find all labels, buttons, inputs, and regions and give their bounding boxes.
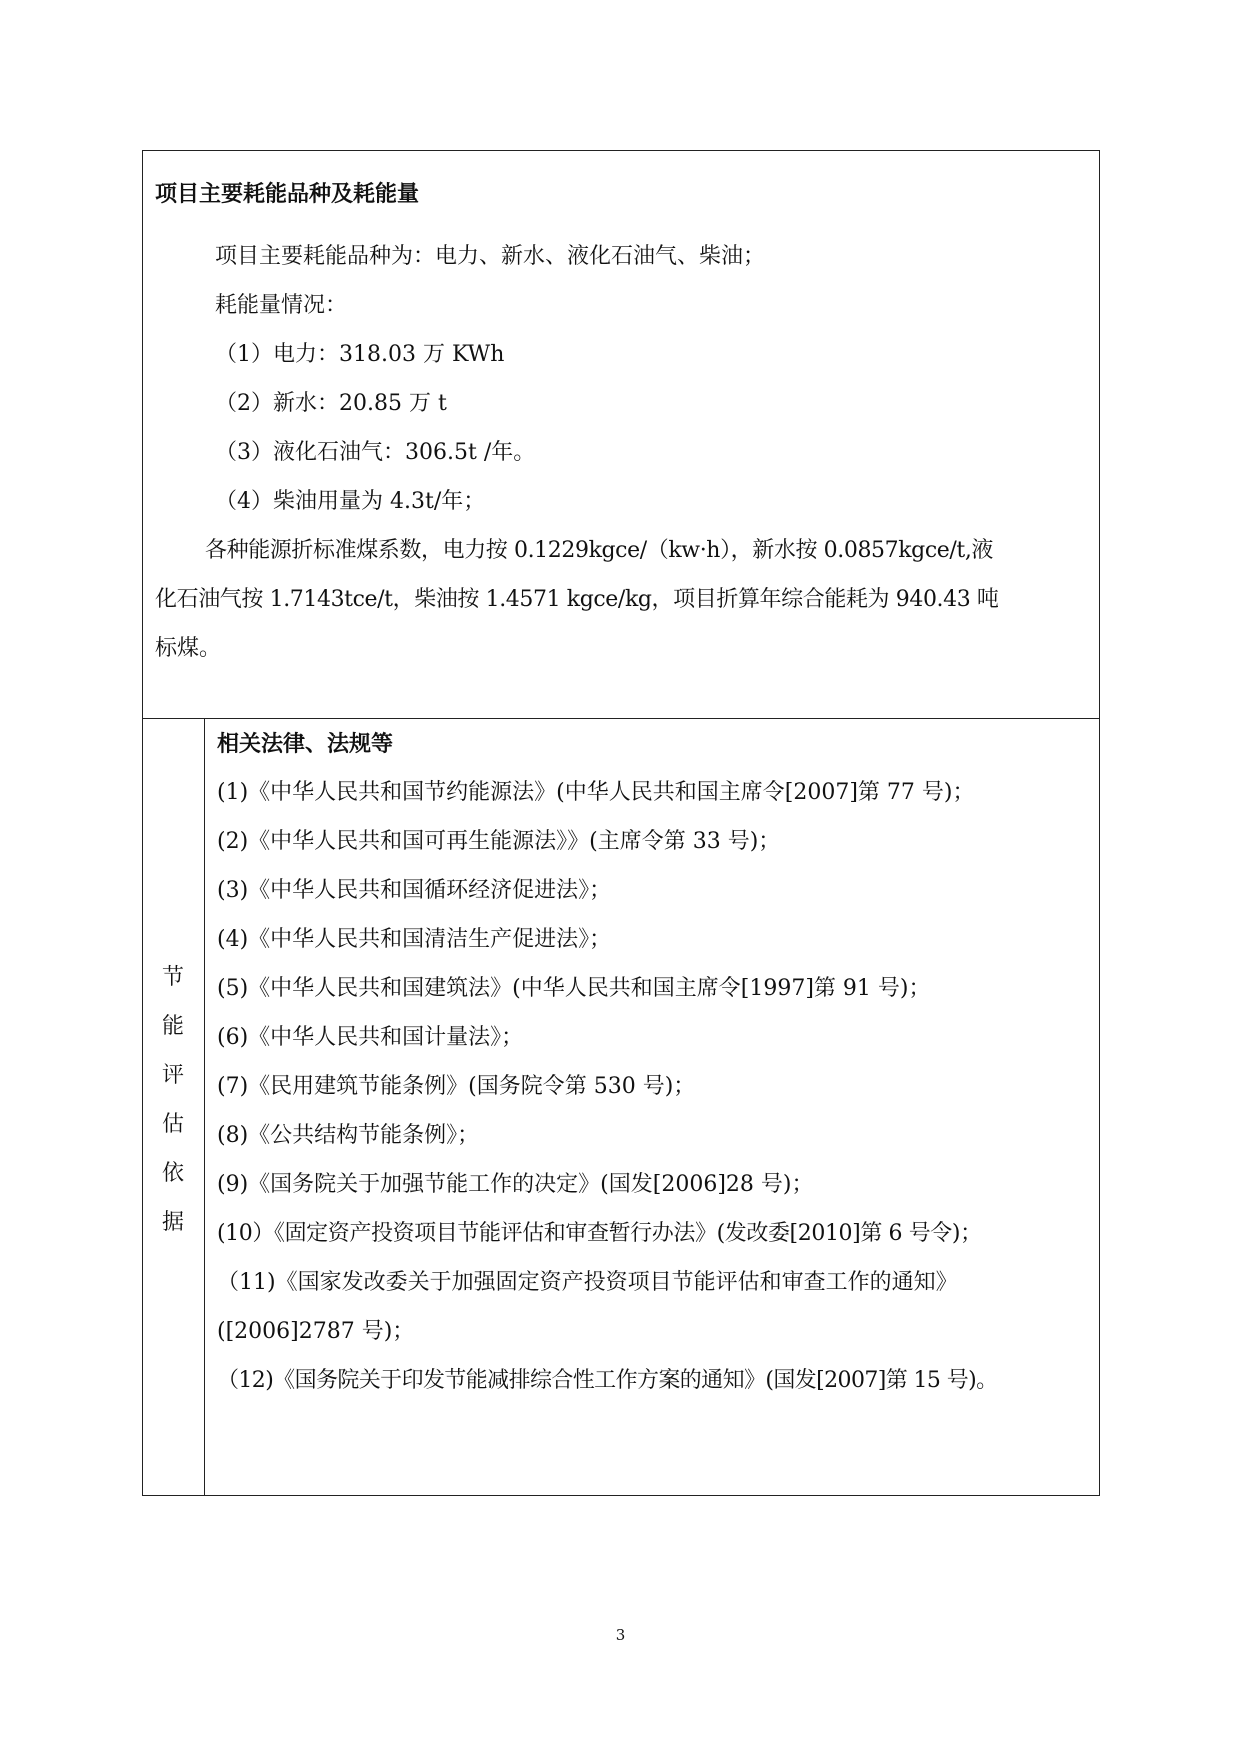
list-item: (5)《中华人民共和国建筑法》(中华人民共和国主席令[1997]第 91 号)； bbox=[217, 976, 931, 1001]
document-table bbox=[142, 150, 1100, 1496]
basis-section bbox=[143, 719, 1099, 1495]
list-item: （4）柴油用量为 4.3t/年； bbox=[215, 489, 486, 514]
section-heading: 项目主要耗能品种及耗能量 bbox=[155, 181, 420, 207]
side-label-column bbox=[143, 719, 205, 1495]
paragraph-line: 标煤。 bbox=[155, 636, 222, 661]
list-item: (7)《民用建筑节能条例》(国务院令第 530 号)； bbox=[217, 1074, 696, 1099]
list-item: (4)《中华人民共和国清洁生产促进法》； bbox=[217, 927, 612, 952]
list-item: (1)《中华人民共和国节约能源法》(中华人民共和国主席令[2007]第 77 号)； bbox=[217, 780, 975, 805]
paragraph-line: 化石油气按 1.7143tce/t，柴油按 1.4571 kgce/kg，项目折算年综合能耗为 940.43 吨 bbox=[155, 587, 999, 612]
paragraph-line: 项目主要耗能品种为：电力、新水、液化石油气、柴油； bbox=[215, 244, 766, 269]
list-item: (9)《国务院关于加强节能工作的决定》(国发[2006]28 号)； bbox=[217, 1172, 814, 1197]
paragraph-line: 耗能量情况： bbox=[215, 293, 348, 318]
list-item: (3)《中华人民共和国循环经济促进法》； bbox=[217, 878, 612, 903]
list-item: ([2006]2787 号)； bbox=[217, 1319, 415, 1344]
list-item: (6)《中华人民共和国计量法》； bbox=[217, 1025, 524, 1050]
list-item: (8)《公共结构节能条例》； bbox=[217, 1123, 480, 1148]
list-item: （12)《国务院关于印发节能减排综合性工作方案的通知》(国发[2007]第 15 号)。 bbox=[217, 1368, 998, 1393]
list-item: （11)《国家发改委关于加强固定资产投资项目节能评估和审查工作的通知》 bbox=[217, 1270, 958, 1295]
list-item: (2)《中华人民共和国可再生能源法》》(主席令第 33 号)； bbox=[217, 829, 781, 854]
list-item: (10）《固定资产投资项目节能评估和审查暂行办法》(发改委[2010]第 6 号令)； bbox=[217, 1221, 982, 1246]
list-item: （3）液化石油气：306.5t /年。 bbox=[215, 440, 536, 465]
page-number: 3 bbox=[615, 1626, 626, 1644]
list-item: （1）电力：318.03 万 KWh bbox=[215, 342, 505, 367]
list-item: （2）新水：20.85 万 t bbox=[215, 391, 447, 416]
side-label: 节 能 评 估 依 据 bbox=[161, 965, 184, 1235]
paragraph-line: 各种能源折标准煤系数，电力按 0.1229kgce/（kw·h），新水按 0.0857kgce/t,液 bbox=[205, 538, 994, 563]
energy-consumption-section bbox=[143, 151, 1099, 719]
section-heading: 相关法律、法规等 bbox=[217, 731, 394, 757]
